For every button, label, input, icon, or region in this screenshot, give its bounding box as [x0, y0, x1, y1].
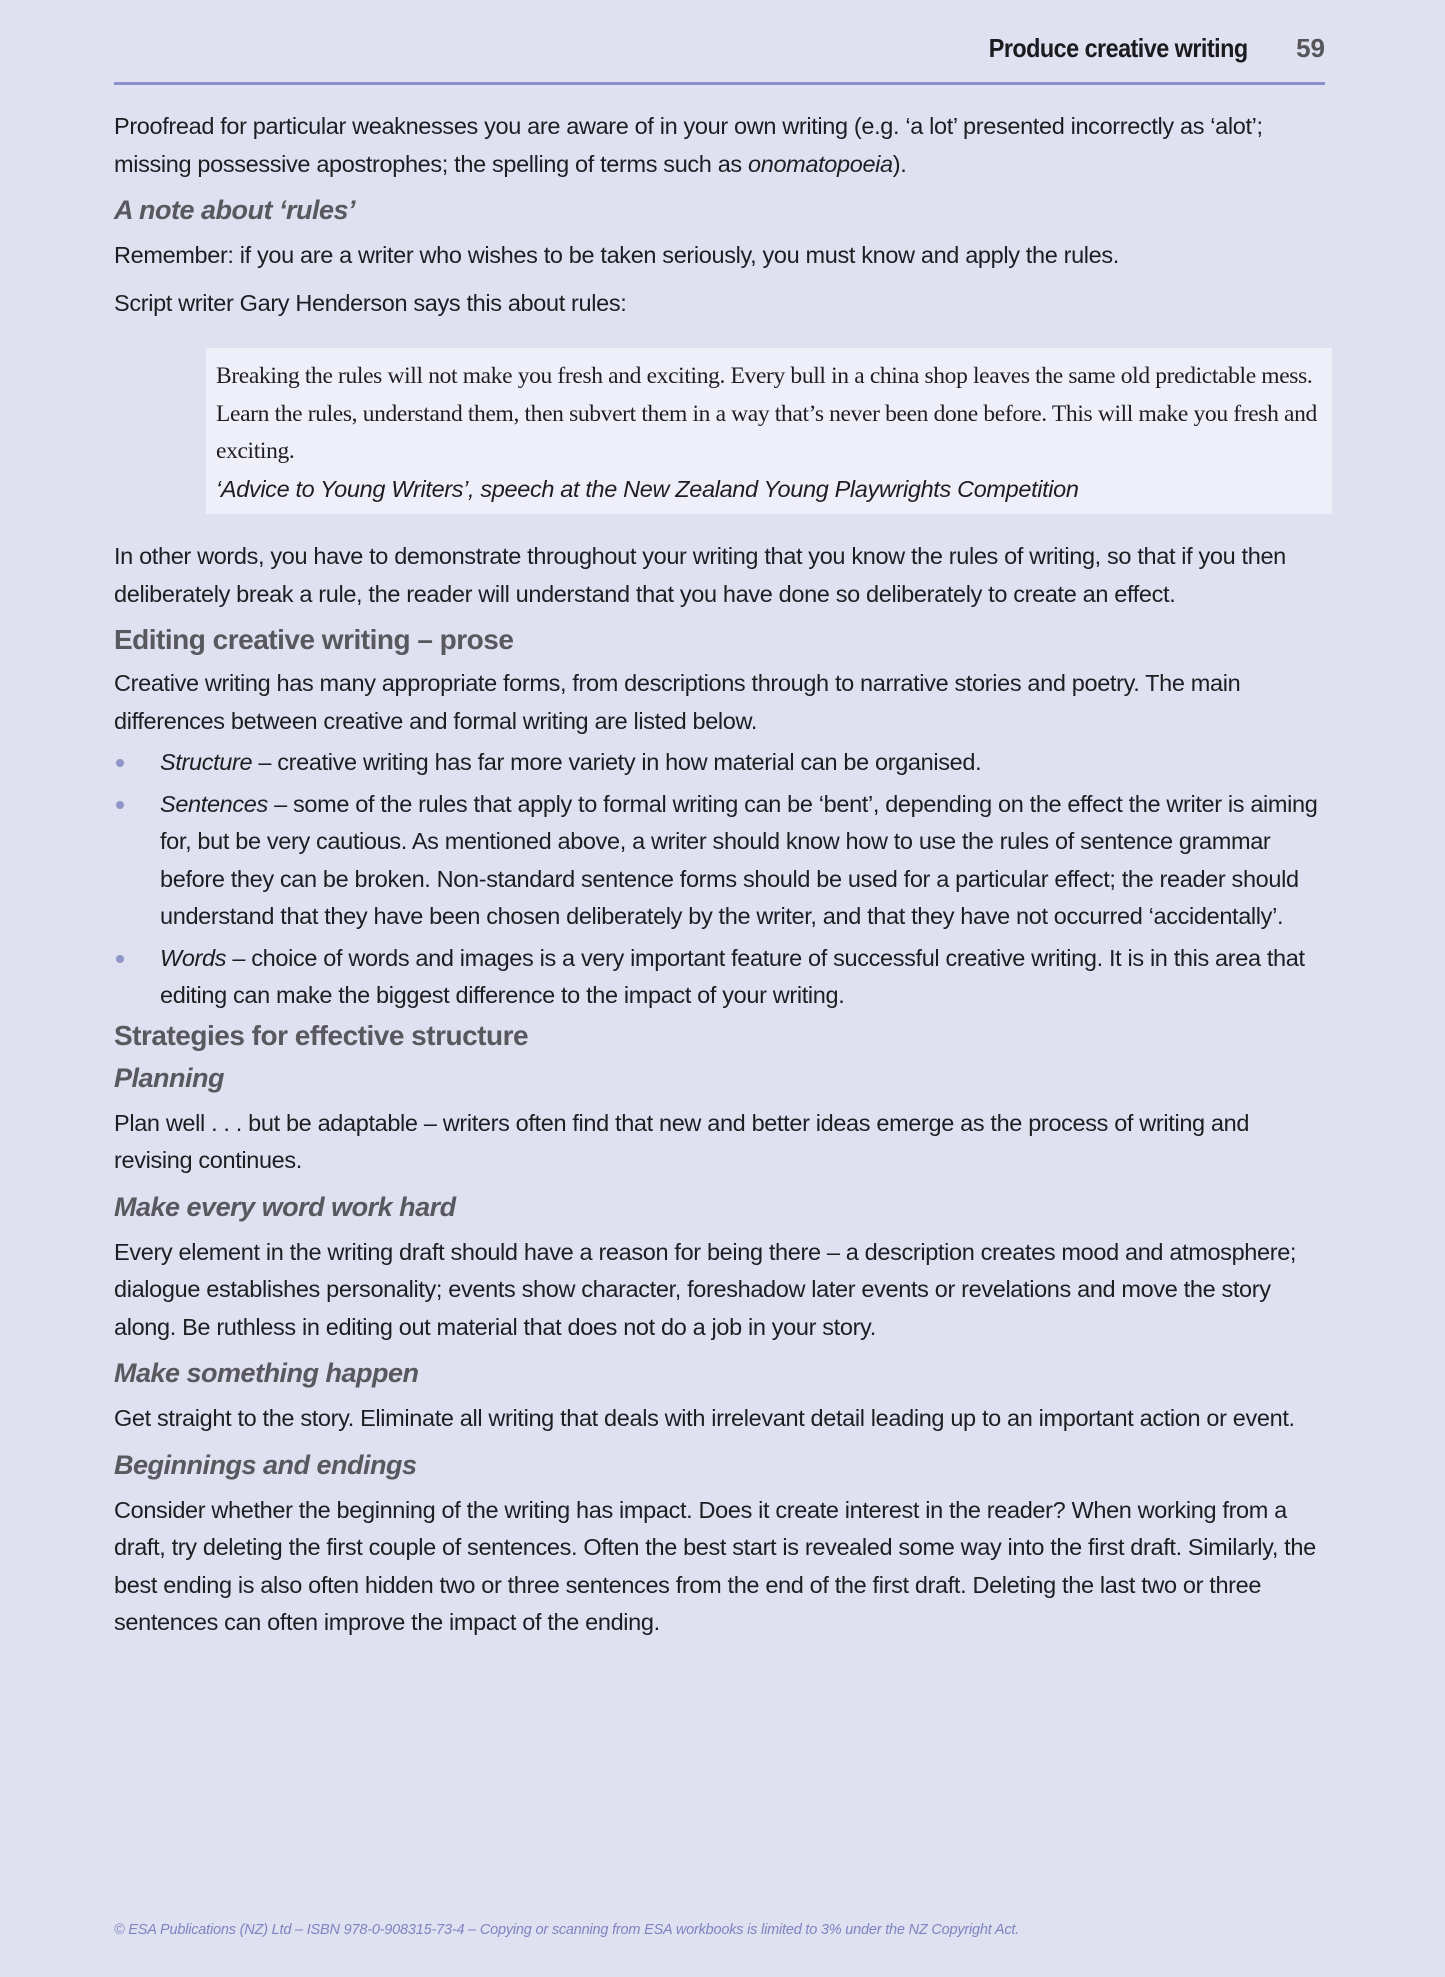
quote-box — [206, 348, 1332, 514]
bullet-icon — [116, 955, 124, 963]
page-number: 59 — [1296, 33, 1325, 63]
editing-intro: Creative writing has many appropriate forms, from descriptions through to narrative stories and poetry. The main differences between creative and formal writing are listed below. — [114, 670, 1241, 734]
heading-strategies: Strategies for effective structure — [114, 1019, 529, 1051]
something-happen-paragraph: Get straight to the story. Eliminate all writing that deals with irrelevant detail leading up to an important action or event. — [114, 1405, 1295, 1431]
every-word-paragraph: Every element in the writing draft should have a reason for being there – a description creates mood and atmosphere; dialogue establishes personality; events show character, foreshadow later events or revelations and move the story along. Be ruthless in editing out material that does not do a job in your story. — [114, 1238, 1297, 1340]
rules-paragraph-2: Script writer Gary Henderson says this about rules: — [114, 289, 627, 316]
bullet-icon — [116, 801, 124, 809]
heading-planning: Planning — [114, 1062, 224, 1093]
list-item-structure — [114, 744, 1325, 782]
page-content — [114, 108, 1325, 1652]
proofread-text-end: ). — [892, 150, 907, 177]
section-title: Produce creative writing — [989, 33, 1249, 63]
proofread-paragraph — [114, 108, 1325, 183]
rules-paragraph-1: Remember: if you are a writer who wishes to be taken seriously, you must know and apply the rules. — [114, 242, 1119, 268]
list-item-words — [114, 940, 1325, 1015]
bullet-term: Sentences — [160, 790, 268, 817]
differences-list — [114, 744, 1325, 1015]
bullet-text: – creative writing has far more variety in how material can be organised. — [252, 749, 982, 775]
beginnings-endings-paragraph: Consider whether the beginning of the writing has impact. Does it create interest in the reader? When working from a draft, try deleting the first couple of sentences. Often the best start is revealed some way into the first draft. Similarly, the best ending is also often hidden two or three sentences from the end of the first draft. Deleting the last two or three sentences can often improve the impact of the ending. — [114, 1496, 1316, 1635]
planning-paragraph: Plan well . . . but be adaptable – writers often find that new and better ideas emerge as the process of writing and revising continues. — [114, 1109, 1250, 1173]
proofread-italic-term: onomatopoeia — [748, 150, 893, 177]
bullet-text: – choice of words and images is a very important feature of successful creative writing. It is in this area that editing can make the biggest difference to the impact of your writing. — [160, 944, 1305, 1008]
heading-make-every-word-work-hard: Make every word work hard — [114, 1191, 456, 1222]
heading-beginnings-and-endings: Beginnings and endings — [114, 1449, 417, 1480]
bullet-icon — [116, 759, 124, 767]
heading-note-about-rules: A note about ‘rules’ — [114, 195, 356, 225]
quote-text: Breaking the rules will not make you fresh and exciting. Every bull in a china shop leaves the same old predictable mess. Learn the rules, understand them, then subvert them in a way that’s never been done before. This will make you fresh and exciting. — [216, 363, 1317, 464]
rules-paragraph-3: In other words, you have to demonstrate throughout your writing that you know the rules of writing, so that if you then deliberately break a rule, the reader will understand that you have done so deliberately to create an effect. — [114, 543, 1286, 607]
bullet-term: Words — [160, 944, 227, 971]
heading-make-something-happen: Make something happen — [114, 1358, 419, 1388]
header-rule — [114, 82, 1325, 85]
copyright-footer: © ESA Publications (NZ) Ltd – ISBN 978-0-908315-73-4 – Copying or scanning from ESA workbooks is limited to 3% under the NZ Copyright Act. — [114, 1922, 1020, 1938]
bullet-text: – some of the rules that apply to formal writing can be ‘bent’, depending on the effect the writer is aiming for, but be very cautious. As mentioned above, a writer should know how to use the rules of sentence grammar before they can be broken. Non-standard sentence forms should be used for a particular effect; the reader should understand that they have been chosen deliberately by the writer, and that they have not occurred ‘accidentally’. — [160, 790, 1318, 929]
list-item-sentences — [114, 786, 1325, 936]
quote-source: ‘Advice to Young Writers’, speech at the New Zealand Young Playwrights Competition — [216, 475, 1079, 502]
proofread-text: Proofread for particular weaknesses you are aware of in your own writing (e.g. ‘a lot’ presented incorrectly as ‘alot’; missing possessive apostrophes; the spelling of terms such as — [114, 113, 1263, 177]
heading-editing-creative-writing: Editing creative writing – prose — [114, 624, 514, 655]
bullet-term: Structure — [160, 749, 253, 775]
running-header — [960, 33, 1325, 64]
